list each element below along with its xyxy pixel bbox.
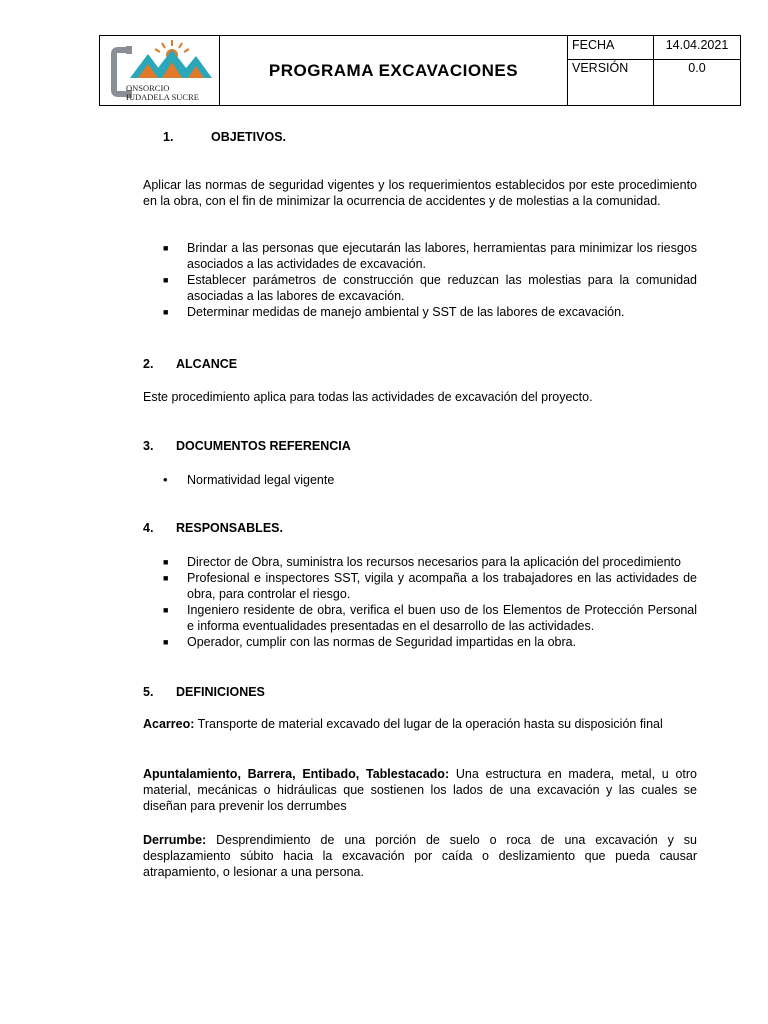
section-5-number: 5. [143,685,154,699]
section-2-number: 2. [143,357,154,371]
document-title: PROGRAMA EXCAVACIONES [220,36,568,105]
document-meta [568,36,740,105]
square-bullet-icon: ■ [163,605,169,615]
section-4-bullets [163,554,697,650]
logo-wordmark [126,84,199,102]
company-logo [100,36,220,105]
definition-text: Una estructura en madera, metal, u otro material, mecánicas o hidráulicas que sostienen los lados de una excavación y las cuales se diseñan para prevenir los derrumbes [143,767,697,813]
fecha-value: 14.04.2021 [665,38,729,52]
section-4-title: RESPONSABLES. [176,521,283,535]
version-label: VERSIÓN [568,59,654,105]
section-5-title: DEFINICIONES [176,685,265,699]
list-item [163,634,697,650]
list-item-text: Ingeniero residente de obra, verifica el buen uso de los Elementos de Protección Personal e informa eventualidades presentadas en el desarrollo de las actividades. [187,603,697,633]
square-bullet-icon: ■ [163,573,169,583]
list-item-text: Brindar a las personas que ejecutarán las labores, herramientas para minimizar los riesgos asociados a las actividades de excavación. [187,241,697,271]
section-1-title: OBJETIVOS. [211,130,287,144]
list-item-text: Director de Obra, suministra los recursos necesarios para la aplicación del procedimiento [187,555,681,569]
square-bullet-icon: ■ [163,243,169,253]
section-3-number: 3. [143,439,154,453]
square-bullet-icon: ■ [163,557,169,567]
list-item-text: Determinar medidas de manejo ambiental y SST de las labores de excavación. [187,305,625,319]
list-item [163,602,697,634]
definition-term: Derrumbe: [143,833,207,847]
definition-text: Desprendimiento de una porción de suelo o roca de una excavación y su desplazamiento súbito hacia la excavación por caída o deslizamiento que pueda causar atrapamiento, o lesionar a una persona. [143,833,697,879]
definition-text: Transporte de material excavado del lugar de la operación hasta su disposición final [194,717,663,731]
list-item [163,472,697,488]
section-1-bullets [163,240,697,320]
list-item [163,240,697,272]
fecha-label: FECHA [568,36,654,59]
definition-derrumbe [143,832,697,880]
list-item [163,570,697,602]
list-item [163,304,697,320]
section-1-number: 1. [163,130,174,144]
section-2-text: Este procedimiento aplica para todas las actividades de excavación del proyecto. [143,390,593,404]
definition-apuntalamiento [143,766,697,814]
list-item-text: Operador, cumplir con las normas de Seguridad impartidas en la obra. [187,635,577,649]
definition-acarreo [143,716,697,732]
list-item [163,554,697,570]
fecha-row [568,36,740,60]
list-item-text: Establecer parámetros de construcción que reduzcan las molestias para la comunidad asociadas a las labores de excavación. [187,273,697,303]
definition-term: Apuntalamiento, Barrera, Entibado, Tablestacado: [143,767,450,781]
list-item-text: Normatividad legal vigente [187,473,335,487]
section-4-number: 4. [143,521,154,535]
version-row [568,59,740,105]
square-bullet-icon: ■ [163,637,169,647]
square-bullet-icon: ■ [163,275,169,285]
section-3-bullets [163,472,697,488]
document-header [99,35,741,106]
round-bullet-icon: • [163,472,168,487]
list-item [163,272,697,304]
section-1-intro: Aplicar las normas de seguridad vigentes y los requerimientos establecidos por este procedimiento en la obra, con el fin de minimizar la ocurrencia de accidentes y de molestias a la comunidad. [143,178,697,208]
section-3-title: DOCUMENTOS REFERENCIA [176,439,351,453]
logo-line-1: ONSORCIO [126,83,170,93]
version-value: 0.0 [688,61,706,75]
list-item-text: Profesional e inspectores SST, vigila y acompaña a los trabajadores en las actividades de obra, para controlar el riesgo. [187,571,697,601]
logo-line-2: IUDADELA SUCRE [126,92,199,102]
section-2-title: ALCANCE [176,357,238,371]
definition-term: Acarreo: [143,717,195,731]
square-bullet-icon: ■ [163,307,169,317]
